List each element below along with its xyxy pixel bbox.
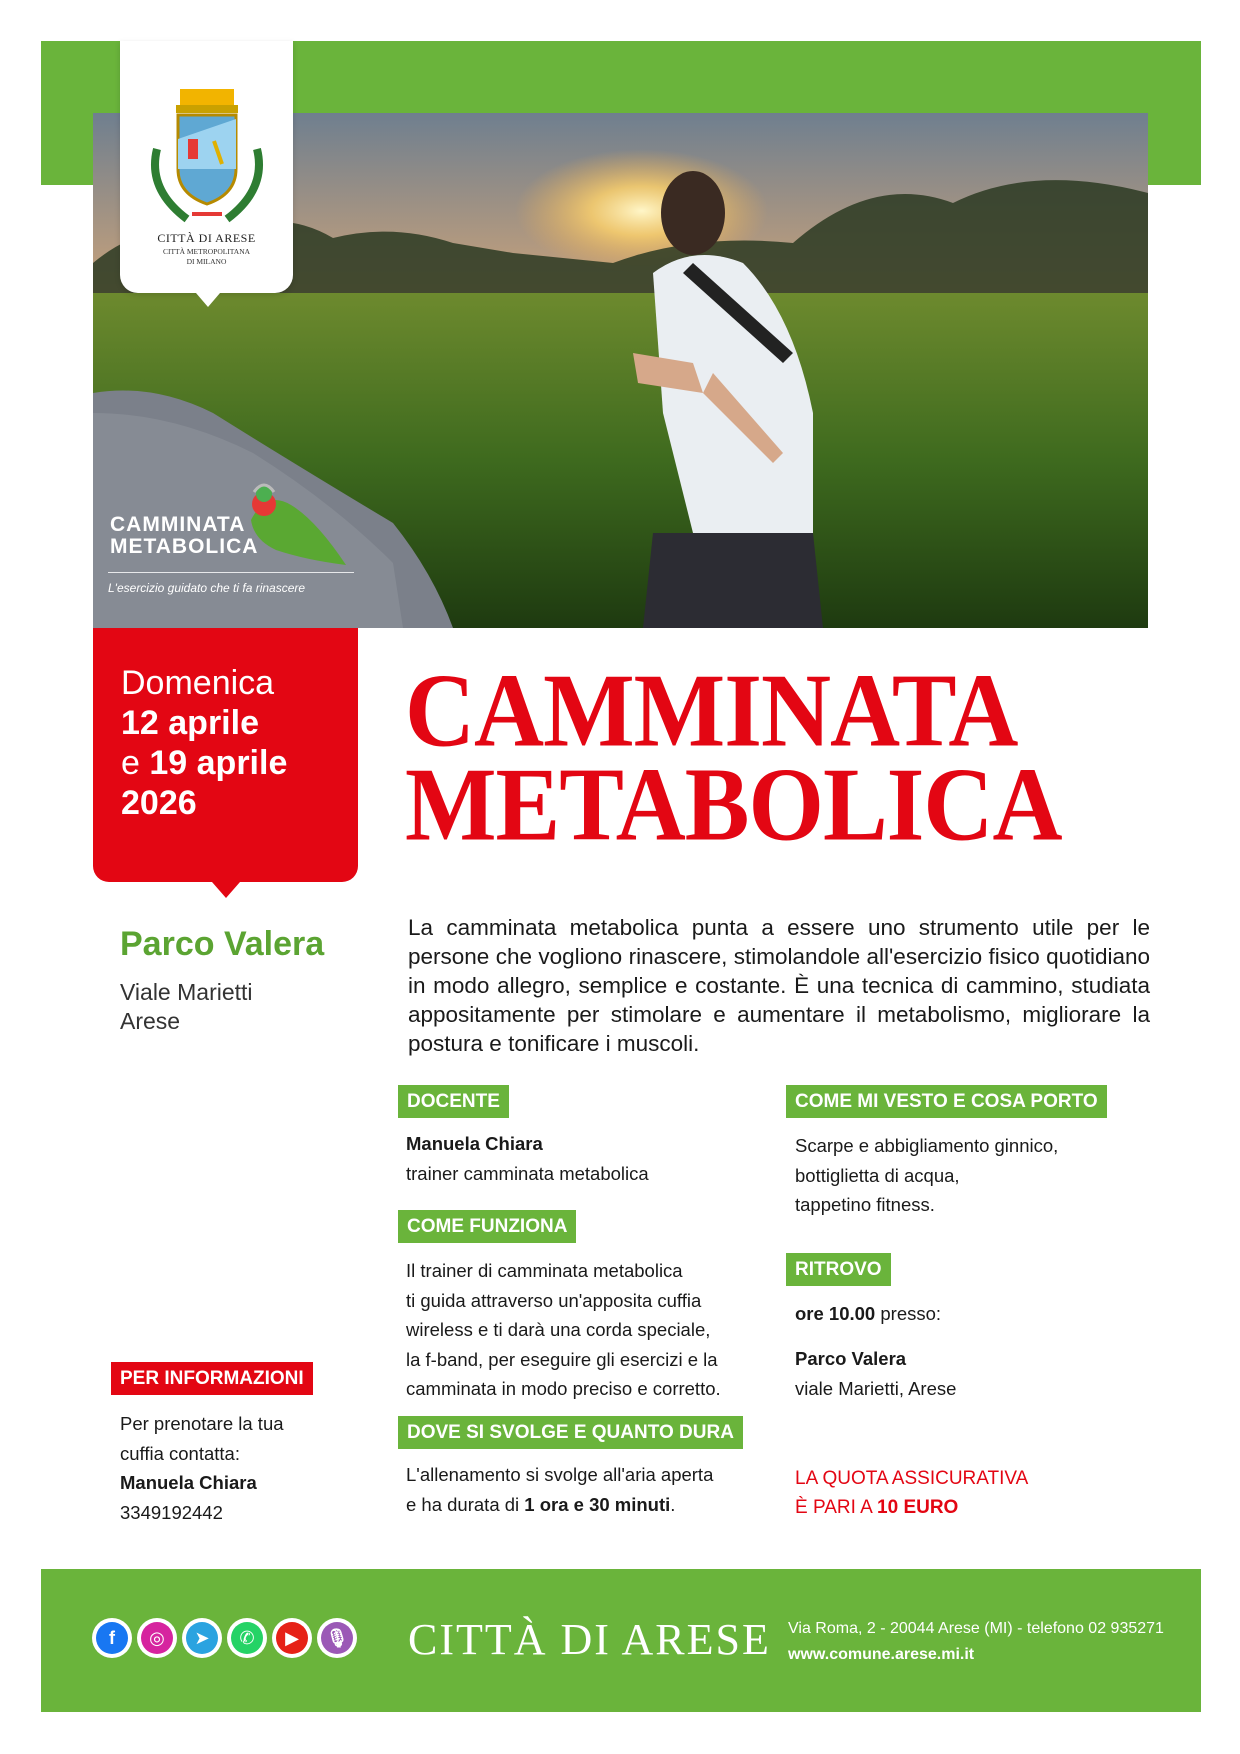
date-year: 2026 — [121, 784, 197, 822]
date-day: Domenica — [121, 664, 275, 702]
vesto-line: tappetino fitness. — [795, 1194, 935, 1215]
ritrovo-label: RITROVO — [786, 1253, 891, 1286]
come-funziona-line: la f-band, per eseguire gli esercizi e la — [406, 1348, 718, 1370]
docente-role: trainer camminata metabolica — [406, 1162, 649, 1184]
podcast-icon[interactable]: 🎙 — [317, 1618, 357, 1658]
main-title — [405, 652, 1062, 862]
dove-text — [406, 1460, 713, 1519]
footer-address: Via Roma, 2 - 20044 Arese (MI) - telefono 02 935271 — [788, 1620, 1164, 1637]
date-first: 12 aprile — [121, 704, 259, 742]
instagram-icon[interactable]: ◎ — [137, 1618, 177, 1658]
docente-label: DOCENTE — [398, 1085, 509, 1118]
date-second: e 19 aprile — [121, 744, 288, 782]
come-funziona-label: COME FUNZIONA — [398, 1210, 576, 1243]
whatsapp-icon[interactable]: ✆ — [227, 1618, 267, 1658]
place-name: Parco Valera — [120, 925, 325, 963]
docente-text — [406, 1129, 649, 1188]
info-phone[interactable]: 3349192442 — [120, 1501, 223, 1523]
info-line-1: Per prenotare la tua — [120, 1413, 284, 1434]
title-line-2: METABOLICA — [405, 746, 1062, 862]
come-funziona-line: Il trainer di camminata metabolica — [406, 1260, 683, 1281]
info-name: Manuela Chiara — [120, 1472, 257, 1493]
place-address — [120, 978, 253, 1036]
facebook-icon[interactable]: f — [92, 1618, 132, 1658]
footer-city-name: CITTÀ DI ARESE — [408, 1615, 771, 1664]
vesto-text — [795, 1131, 1058, 1220]
dove-label: DOVE SI SVOLGE E QUANTO DURA — [398, 1416, 743, 1449]
place-street: Viale Marietti — [120, 979, 253, 1005]
docente-name: Manuela Chiara — [406, 1133, 543, 1154]
crest-subtitle-2: DI MILANO — [186, 257, 227, 266]
telegram-icon[interactable]: ➤ — [182, 1618, 222, 1658]
logo-line-2: METABOLICA — [110, 535, 259, 558]
info-line-2: cuffia contatta: — [120, 1442, 240, 1464]
quota-notice: LA QUOTA ASSICURATIVA È PARI A 10 EURO — [795, 1468, 1029, 1518]
dove-line-2: e ha durata di 1 ora e 30 minuti. — [406, 1493, 676, 1515]
vesto-line: Scarpe e abbigliamento ginnico, — [795, 1135, 1059, 1156]
crest-city-name: CITTÀ DI ARESE — [157, 231, 256, 245]
ritrovo-place: Parco Valera viale Marietti, Arese — [795, 1348, 957, 1399]
city-crest-icon — [142, 79, 272, 229]
logo-line-1: CAMMINATA — [110, 513, 246, 536]
crest-subtitle-1: CITTÀ METROPOLITANA — [162, 247, 251, 256]
vesto-line: bottiglietta di acqua, — [795, 1164, 960, 1186]
logo-divider — [108, 572, 354, 573]
info-text — [120, 1409, 284, 1527]
come-funziona-line: camminata in modo preciso e corretto. — [406, 1378, 721, 1399]
city-crest-card — [120, 41, 293, 293]
come-funziona-text — [406, 1256, 721, 1404]
date-box — [93, 628, 358, 882]
come-funziona-line: wireless e ti darà una corda speciale, — [406, 1319, 711, 1340]
vesto-label: COME MI VESTO E COSA PORTO — [786, 1085, 1107, 1118]
logo-tagline: L'esercizio guidato che ti fa rinascere — [108, 581, 306, 595]
crest-card-pointer — [196, 293, 220, 307]
description: La camminata metabolica punta a essere uno strumento utile per le persone che vogliono rinascere, stimolandole all'esercizio fisico quotidiano in modo allegro, semplice e costante. È una tecnica di cammino, studiata appositamente per stimolare e aumentare il metabolismo, migliorare la postura e tonificare i muscoli. — [408, 915, 1150, 1056]
date-box-pointer — [212, 882, 240, 898]
place-city: Arese — [120, 1008, 181, 1034]
youtube-icon[interactable]: ▶ — [272, 1618, 312, 1658]
ritrovo-time: ore 10.00 presso: — [795, 1303, 942, 1324]
bird-logo-icon — [246, 480, 351, 570]
info-label: PER INFORMAZIONI — [111, 1362, 313, 1395]
title-line-1: CAMMINATA — [405, 652, 1018, 768]
come-funziona-line: ti guida attraverso un'apposita cuffia — [406, 1289, 702, 1311]
dove-line-1: L'allenamento si svolge all'aria aperta — [406, 1464, 714, 1485]
footer-website-link[interactable]: www.comune.arese.mi.it — [788, 1646, 975, 1663]
